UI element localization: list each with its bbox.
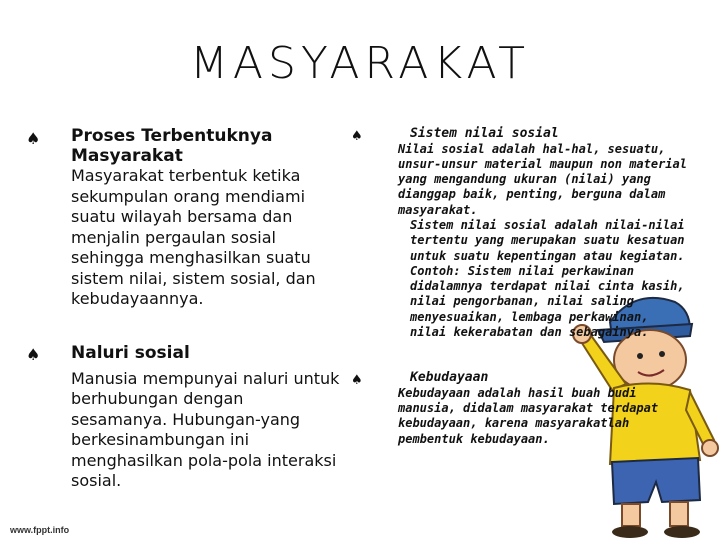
left-column [24, 126, 344, 492]
item-heading: Sistem nilai sosial [410, 126, 559, 141]
spade-bullet-icon: ♠ [26, 129, 41, 148]
list-item-kebudayaan [352, 370, 690, 447]
item-paragraph: Sistem nilai sosial adalah nilai-nilai tertentu yang merupakan suatu kesatuan untuk suatu kepentingan atau kegiatan. Contoh: Sistem nilai perkawinan didalamnya terdapat nilai cinta kasih, nilai pengorbanan, nilai saling menyesuaikan, lembaga perkawinan, nilai kekerabatan dan sebagainya. [410, 217, 685, 340]
list-item-sistem-nilai [352, 126, 690, 340]
spade-bullet-icon: ♠ [26, 344, 41, 364]
list-item-proses [24, 126, 344, 310]
item-body [398, 386, 690, 447]
list-item-naluri [24, 343, 344, 492]
spade-bullet-icon: ♠ [352, 126, 362, 145]
item-heading: Naluri sosial [71, 342, 190, 363]
spade-bullet-icon: ♠ [352, 370, 362, 390]
item-heading: Kebudayaan [410, 370, 489, 386]
item-body: Masyarakat terbentuk ketika sekumpulan orang mendiami suatu wilayah bersama dan menjalin pergaulan sosial sehingga menghasilkan suatu sistem nilai, sistem sosial, dan kebudayaannya. [71, 166, 316, 308]
page-title: MASYARAKAT [189, 38, 531, 89]
right-column [352, 126, 690, 447]
footer-watermark: www.fppt.info [10, 525, 70, 535]
item-heading: Proses Terbentuknya Masyarakat [71, 126, 273, 166]
item-paragraph: Nilai sosial adalah hal-hal, sesuatu, unsur-unsur material maupun non material yang mengandung ukuran (nilai) yang dianggap baik, penting, berguna dalam masyarakat. [398, 141, 687, 217]
item-body [398, 142, 690, 341]
item-paragraph: Kebudayaan adalah hasil buah budi manusia, didalam masyarakat terdapat kebudayaan, karena masyarakatlah pembentuk kebudayaan. [398, 385, 659, 446]
item-body: Manusia mempunyai naluri untuk berhubungan dengan sesamanya. Hubungan-yang berkesinambungan ini menghasilkan pola-pola interaksi sosial. [71, 368, 340, 490]
